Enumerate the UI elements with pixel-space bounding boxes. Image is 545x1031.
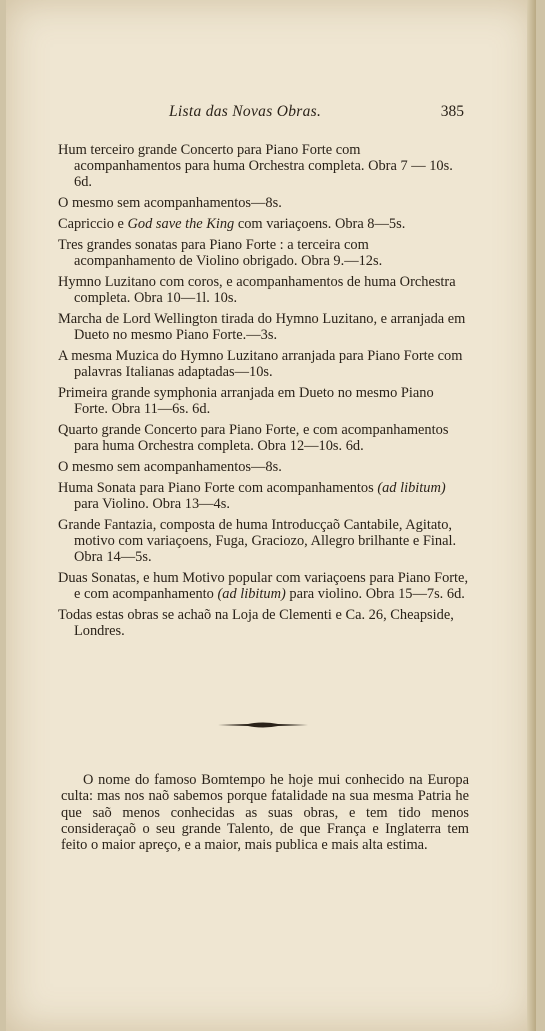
list-item: [58, 570, 470, 602]
entry-text: Capriccio e: [58, 216, 128, 232]
list-item: Primeira grande symphonia arranjada em Dueto no mesmo Piano Forte. Obra 11—6s. 6d.: [58, 385, 434, 417]
list-item: Marcha de Lord Wellington tirada do Hymno Luzitano, e arranjada em Dueto no mesmo Piano Forte.—3s.: [58, 311, 466, 343]
body-paragraph: O nome do famoso Bomtempo he hoje mui conhecido na Europa culta: mas nos naõ sabemos porque fatalidade na sua mesma Patria he que saõ menos conhecidas as suas obras, e tem tido menos consideraçaõ o seu grande Talento, de que França e Inglaterra tem feito o maior apreço, e a maior, mais publica e mais alta estima.: [61, 772, 469, 854]
entry-italic: (ad libitum): [377, 480, 446, 496]
list-item: Hum terceiro grande Concerto para Piano Forte com acompanhamentos para huma Orchestra completa. Obra 7 — 10s. 6d.: [58, 142, 453, 190]
list-item: [58, 480, 470, 512]
page-edge: [527, 0, 536, 1031]
works-list: [58, 142, 470, 644]
entry-text: para Violino. Obra 13—4s.: [74, 496, 230, 512]
list-item: Tres grandes sonatas para Piano Forte : a terceira com acompanhamento de Violino obrigado. Obra 9.—12s.: [58, 237, 383, 269]
list-item: O mesmo sem acompanhamentos—8s.: [58, 459, 282, 475]
entry-text: Duas Sonatas, e hum Motivo popular com variaçoens para Piano Forte, e com acompanhamento: [58, 570, 469, 602]
divider-ornament: [218, 721, 308, 729]
running-header: [6, 103, 536, 125]
entry-italic: God save the King: [127, 216, 235, 232]
page-number: 385: [440, 103, 464, 120]
list-item: A mesma Muzica do Hymno Luzitano arranjada para Piano Forte com palavras Italianas adaptadas—10s.: [58, 348, 463, 380]
list-item: Todas estas obras se achaõ na Loja de Clementi e Ca. 26, Cheapside, Londres.: [58, 607, 454, 639]
entry-italic: (ad libitum): [217, 586, 286, 602]
entry-text: para violino. Obra 15—7s. 6d.: [285, 586, 465, 602]
list-item: Hymno Luzitano com coros, e acompanhamentos de huma Orchestra completa. Obra 10—1l. 10s.: [58, 274, 456, 306]
entry-text: com variaçoens. Obra 8—5s.: [234, 216, 406, 232]
list-item: [58, 216, 470, 232]
book-page: [6, 0, 536, 1031]
header-title: Lista das Novas Obras.: [169, 103, 322, 120]
list-item: Grande Fantazia, composta de huma Introducçaõ Cantabile, Agitato, motivo com variaçoens, Fuga, Graciozo, Allegro brilhante e Final. Obra 14—5s.: [58, 517, 457, 565]
list-item: O mesmo sem acompanhamentos—8s.: [58, 195, 282, 211]
list-item: Quarto grande Concerto para Piano Forte, e com acompanhamentos para huma Orchestra completa. Obra 12—10s. 6d.: [58, 422, 449, 454]
entry-text: Huma Sonata para Piano Forte com acompanhamentos: [58, 480, 378, 496]
